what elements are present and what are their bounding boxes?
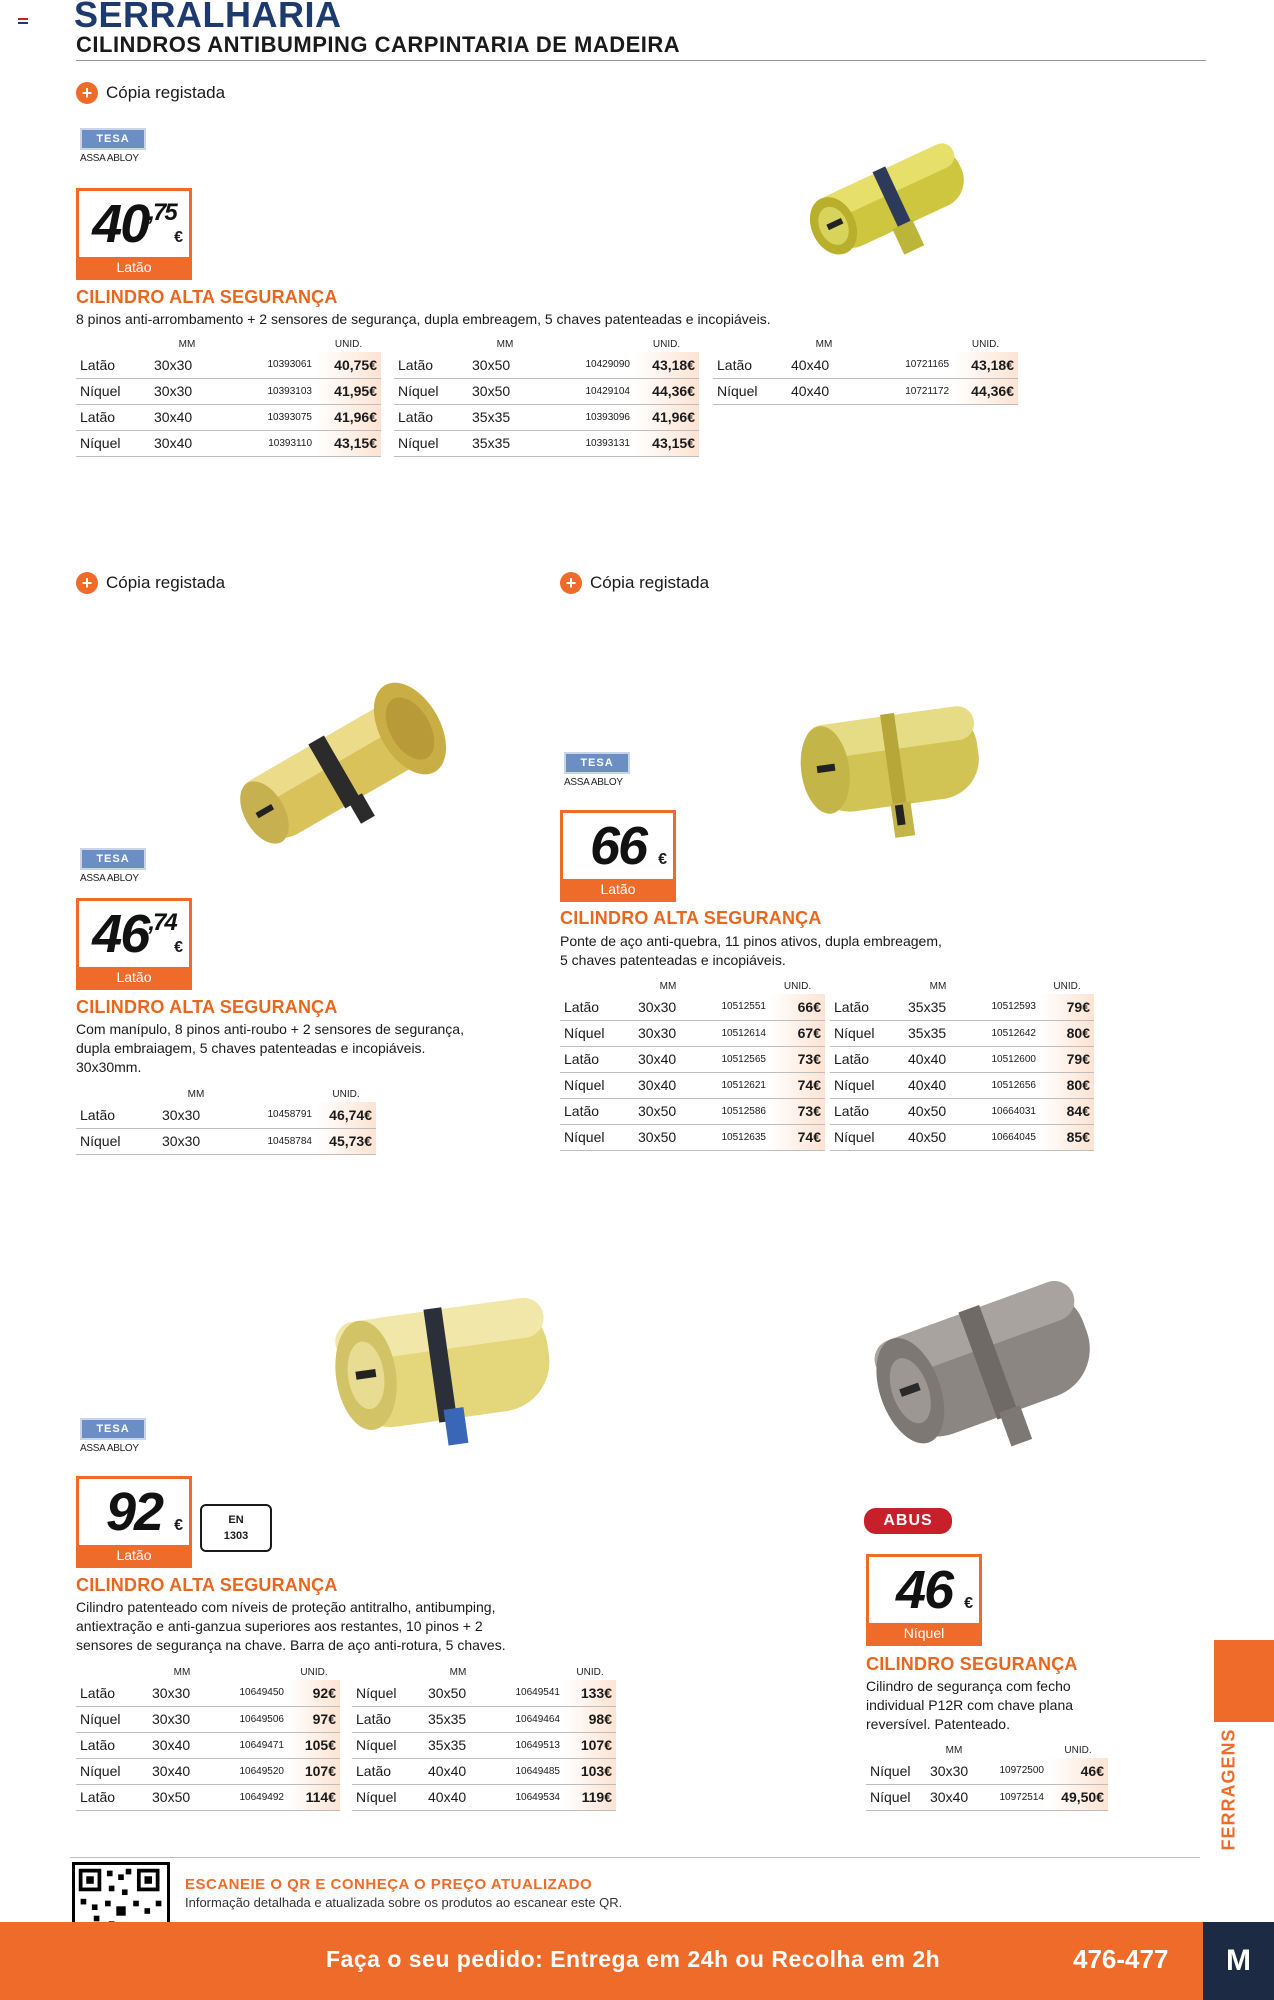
size-cell: 30x40 bbox=[148, 404, 226, 430]
material-cell: Latão bbox=[76, 1102, 156, 1128]
qr-subtitle: Informação detalhada e atualizada sobre os produtos ao escanear este QR. bbox=[185, 1895, 623, 1910]
code-cell: 10649450 bbox=[218, 1680, 288, 1706]
size-cell: 30x50 bbox=[632, 1124, 704, 1150]
table-row bbox=[76, 404, 381, 430]
col-header-unid: UNID. bbox=[300, 1666, 328, 1678]
price-material-label: Latão bbox=[563, 879, 673, 899]
size-cell: 35x35 bbox=[422, 1706, 494, 1732]
table-row bbox=[76, 1128, 376, 1154]
table-row bbox=[830, 1098, 1094, 1124]
price-cell: 92€ bbox=[288, 1680, 340, 1706]
price-cell: 98€ bbox=[564, 1706, 616, 1732]
table-row bbox=[866, 1758, 1108, 1784]
material-cell: Níquel bbox=[76, 378, 148, 404]
price-cell: 43,15€ bbox=[316, 430, 381, 456]
table-row bbox=[830, 1046, 1094, 1072]
table-row bbox=[394, 378, 699, 404]
material-cell: Latão bbox=[352, 1706, 422, 1732]
flag-icon bbox=[18, 18, 28, 25]
table-row bbox=[830, 994, 1094, 1020]
description-line: antiextração e anti-ganzua superiores aos restantes, 10 pinos + 2 bbox=[76, 1618, 483, 1634]
table-row bbox=[76, 1706, 340, 1732]
code-cell: 10721172 bbox=[863, 378, 953, 404]
table-row bbox=[713, 378, 1018, 404]
col-header-unid: UNID. bbox=[971, 338, 1000, 350]
en-badge-number: 1303 bbox=[223, 1530, 249, 1542]
code-cell: 10664031 bbox=[974, 1098, 1040, 1124]
section-tab bbox=[1214, 1640, 1274, 1722]
table-row bbox=[830, 1020, 1094, 1046]
assa-abloy-label: ASSA ABLOY bbox=[564, 777, 623, 788]
qr-divider bbox=[70, 1857, 1200, 1858]
material-cell: Latão bbox=[830, 1098, 902, 1124]
material-cell: Níquel bbox=[394, 378, 466, 404]
price-cell: 105€ bbox=[288, 1732, 340, 1758]
brand-logo-tesa bbox=[564, 752, 634, 788]
description-line: Ponte de aço anti-quebra, 11 pinos ativos, dupla embreagem, bbox=[560, 933, 942, 949]
price-cell: 79€ bbox=[1040, 994, 1094, 1020]
material-cell: Latão bbox=[394, 404, 466, 430]
material-cell: Níquel bbox=[560, 1124, 632, 1150]
size-cell: 30x40 bbox=[146, 1732, 218, 1758]
material-cell: Níquel bbox=[560, 1072, 632, 1098]
material-cell: Latão bbox=[560, 994, 632, 1020]
material-cell: Latão bbox=[76, 352, 148, 378]
table-row bbox=[830, 1072, 1094, 1098]
material-cell: Níquel bbox=[830, 1124, 902, 1150]
code-cell: 10393061 bbox=[226, 352, 316, 378]
abus-logo: ABUS bbox=[864, 1508, 952, 1534]
table-row bbox=[352, 1706, 616, 1732]
price-cell: 41,96€ bbox=[634, 404, 699, 430]
table-row bbox=[560, 1124, 825, 1150]
material-cell: Latão bbox=[76, 1784, 146, 1810]
brand-logo-tesa bbox=[80, 128, 150, 164]
price-cell: 43,18€ bbox=[634, 352, 699, 378]
code-cell: 10649520 bbox=[218, 1758, 288, 1784]
price-table bbox=[713, 336, 1018, 405]
table-row bbox=[394, 430, 699, 456]
copy-registered-label: Cópia registada bbox=[106, 573, 226, 592]
product-title: CILINDRO ALTA SEGURANÇA bbox=[76, 1575, 338, 1595]
price-cell: 44,36€ bbox=[953, 378, 1018, 404]
product-title: CILINDRO SEGURANÇA bbox=[866, 1654, 1078, 1674]
price-tag bbox=[560, 810, 676, 902]
size-cell: 30x30 bbox=[632, 994, 704, 1020]
description-line: dupla embraiagem, 5 chaves patenteadas e incopiáveis. bbox=[76, 1040, 426, 1056]
assa-abloy-label: ASSA ABLOY bbox=[80, 153, 139, 164]
price-cell: 107€ bbox=[288, 1758, 340, 1784]
size-cell: 40x40 bbox=[785, 378, 863, 404]
section-tab-text: FERRAGENS bbox=[1218, 1728, 1239, 1851]
size-cell: 30x30 bbox=[632, 1020, 704, 1046]
material-cell: Latão bbox=[560, 1046, 632, 1072]
brand-m-logo: M bbox=[1203, 1922, 1274, 2000]
size-cell: 40x40 bbox=[785, 352, 863, 378]
size-cell: 30x30 bbox=[924, 1758, 984, 1784]
price-cell: 85€ bbox=[1040, 1124, 1094, 1150]
price-cell: 114€ bbox=[288, 1784, 340, 1810]
description-line: Cilindro patenteado com níveis de proteção antitralho, antibumping, bbox=[76, 1599, 496, 1615]
price-integer: 66 bbox=[589, 816, 647, 876]
copy-registered-badge bbox=[76, 82, 225, 104]
price-material-label: Latão bbox=[79, 967, 189, 987]
code-cell: 10512614 bbox=[704, 1020, 770, 1046]
tesa-logo: TESA bbox=[80, 1418, 146, 1440]
price-cell: 49,50€ bbox=[1048, 1784, 1108, 1810]
col-header-mm: MM bbox=[496, 338, 514, 350]
size-cell: 30x50 bbox=[632, 1098, 704, 1124]
size-cell: 30x30 bbox=[146, 1680, 218, 1706]
table-row bbox=[560, 994, 825, 1020]
size-cell: 30x40 bbox=[632, 1072, 704, 1098]
size-cell: 35x35 bbox=[422, 1732, 494, 1758]
tesa-logo: TESA bbox=[80, 128, 146, 150]
price-cell: 133€ bbox=[564, 1680, 616, 1706]
price-cell: 79€ bbox=[1040, 1046, 1094, 1072]
size-cell: 40x40 bbox=[902, 1072, 974, 1098]
price-table bbox=[866, 1742, 1108, 1811]
material-cell: Níquel bbox=[866, 1758, 924, 1784]
table-row bbox=[76, 352, 381, 378]
table-row bbox=[394, 404, 699, 430]
code-cell: 10512621 bbox=[704, 1072, 770, 1098]
price-cell: 41,95€ bbox=[316, 378, 381, 404]
price-cell: 43,18€ bbox=[953, 352, 1018, 378]
col-header-unid: UNID. bbox=[1053, 980, 1081, 992]
price-material-label: Latão bbox=[79, 1545, 189, 1565]
price-cell: 45,73€ bbox=[316, 1128, 376, 1154]
table-row bbox=[76, 1784, 340, 1810]
price-table bbox=[394, 336, 699, 457]
material-cell: Níquel bbox=[76, 1706, 146, 1732]
price-cell: 74€ bbox=[770, 1072, 825, 1098]
code-cell: 10512600 bbox=[974, 1046, 1040, 1072]
price-cell: 74€ bbox=[770, 1124, 825, 1150]
tesa-logo: TESA bbox=[80, 848, 146, 870]
code-cell: 10512642 bbox=[974, 1020, 1040, 1046]
material-cell: Níquel bbox=[830, 1020, 902, 1046]
table-row bbox=[352, 1784, 616, 1810]
brand-logo-abus bbox=[864, 1508, 952, 1534]
plus-icon: + bbox=[76, 572, 98, 594]
section-tab-label bbox=[1214, 1728, 1244, 1851]
size-cell: 30x50 bbox=[466, 352, 544, 378]
product-description bbox=[76, 1598, 506, 1655]
price-cell: 46€ bbox=[1048, 1758, 1108, 1784]
price-cell: 84€ bbox=[1040, 1098, 1094, 1124]
code-cell: 10649492 bbox=[218, 1784, 288, 1810]
table-row bbox=[76, 1758, 340, 1784]
price-cell: 67€ bbox=[770, 1020, 825, 1046]
table-row bbox=[352, 1758, 616, 1784]
table-row bbox=[76, 430, 381, 456]
price-material-label: Níquel bbox=[869, 1623, 979, 1643]
header-divider bbox=[76, 60, 1206, 61]
price-cell: 66€ bbox=[770, 994, 825, 1020]
col-header-mm: MM bbox=[173, 1666, 191, 1678]
col-header-mm: MM bbox=[178, 338, 196, 350]
en-1303-certification-badge bbox=[200, 1504, 272, 1552]
size-cell: 30x40 bbox=[148, 430, 226, 456]
code-cell: 10512593 bbox=[974, 994, 1040, 1020]
material-cell: Latão bbox=[352, 1758, 422, 1784]
code-cell: 10972514 bbox=[984, 1784, 1048, 1810]
code-cell: 10429090 bbox=[544, 352, 634, 378]
description-line: 5 chaves patenteadas e incopiáveis. bbox=[560, 952, 786, 968]
copy-registered-label: Cópia registada bbox=[106, 83, 226, 102]
copy-registered-badge bbox=[560, 572, 709, 594]
material-cell: Níquel bbox=[830, 1072, 902, 1098]
size-cell: 40x50 bbox=[902, 1098, 974, 1124]
size-cell: 35x35 bbox=[902, 994, 974, 1020]
size-cell: 30x30 bbox=[148, 378, 226, 404]
product-image-cylinder-knob bbox=[220, 636, 470, 896]
col-header-mm: MM bbox=[929, 980, 947, 992]
qr-title: ESCANEIE O QR E CONHEÇA O PREÇO ATUALIZADO bbox=[185, 1876, 593, 1893]
tesa-logo: TESA bbox=[564, 752, 630, 774]
material-cell: Níquel bbox=[76, 430, 148, 456]
table-row bbox=[76, 1732, 340, 1758]
price-integer: 40 bbox=[92, 194, 149, 254]
code-cell: 10512656 bbox=[974, 1072, 1040, 1098]
brand-logo-tesa bbox=[80, 848, 150, 884]
table-row bbox=[352, 1680, 616, 1706]
col-header-unid: UNID. bbox=[576, 1666, 604, 1678]
price-cell: 119€ bbox=[564, 1784, 616, 1810]
plus-icon: + bbox=[76, 82, 98, 104]
code-cell: 10458791 bbox=[236, 1102, 316, 1128]
en-badge-standard: EN bbox=[228, 1514, 244, 1526]
size-cell: 30x40 bbox=[924, 1784, 984, 1810]
material-cell: Latão bbox=[394, 352, 466, 378]
code-cell: 10512551 bbox=[704, 994, 770, 1020]
price-material-label: Latão bbox=[79, 257, 189, 277]
size-cell: 30x50 bbox=[146, 1784, 218, 1810]
code-cell: 10649471 bbox=[218, 1732, 288, 1758]
material-cell: Níquel bbox=[866, 1784, 924, 1810]
copy-registered-badge bbox=[76, 572, 225, 594]
price-tag bbox=[76, 898, 192, 990]
product-image-cylinder bbox=[790, 686, 990, 856]
size-cell: 40x40 bbox=[422, 1784, 494, 1810]
product-description bbox=[866, 1677, 1073, 1734]
description-line: individual P12R com chave plana bbox=[866, 1697, 1074, 1713]
price-cell: 103€ bbox=[564, 1758, 616, 1784]
material-cell: Níquel bbox=[713, 378, 785, 404]
table-row bbox=[76, 378, 381, 404]
size-cell: 40x40 bbox=[422, 1758, 494, 1784]
size-cell: 35x35 bbox=[466, 430, 544, 456]
product-title: CILINDRO ALTA SEGURANÇA bbox=[560, 908, 822, 928]
material-cell: Níquel bbox=[352, 1732, 422, 1758]
price-integer: 92 bbox=[105, 1482, 163, 1542]
currency-symbol: € bbox=[174, 229, 183, 246]
material-cell: Latão bbox=[76, 1680, 146, 1706]
price-tag bbox=[866, 1554, 982, 1646]
material-cell: Níquel bbox=[560, 1020, 632, 1046]
price-cell: 41,96€ bbox=[316, 404, 381, 430]
size-cell: 30x50 bbox=[422, 1680, 494, 1706]
table-row bbox=[713, 352, 1018, 378]
price-decimal: ,75 bbox=[148, 199, 176, 226]
price-cell: 73€ bbox=[770, 1098, 825, 1124]
material-cell: Latão bbox=[76, 1732, 146, 1758]
code-cell: 10649534 bbox=[494, 1784, 564, 1810]
code-cell: 10721165 bbox=[863, 352, 953, 378]
size-cell: 40x50 bbox=[902, 1124, 974, 1150]
table-row bbox=[76, 1680, 340, 1706]
code-cell: 10649485 bbox=[494, 1758, 564, 1784]
price-table bbox=[830, 978, 1094, 1151]
price-decimal: ,74 bbox=[148, 909, 176, 936]
code-cell: 10649513 bbox=[494, 1732, 564, 1758]
code-cell: 10393110 bbox=[226, 430, 316, 456]
code-cell: 10458784 bbox=[236, 1128, 316, 1154]
price-cell: 97€ bbox=[288, 1706, 340, 1732]
currency-symbol: € bbox=[174, 1517, 183, 1534]
size-cell: 30x30 bbox=[156, 1102, 236, 1128]
price-table bbox=[76, 336, 381, 457]
assa-abloy-label: ASSA ABLOY bbox=[80, 873, 139, 884]
material-cell: Níquel bbox=[394, 430, 466, 456]
price-cell: 73€ bbox=[770, 1046, 825, 1072]
description-line: Com manípulo, 8 pinos anti-roubo + 2 sensores de segurança, bbox=[76, 1021, 464, 1037]
price-cell: 43,15€ bbox=[634, 430, 699, 456]
price-cell: 46,74€ bbox=[316, 1102, 376, 1128]
page-title: SERRALHARIA bbox=[74, 0, 342, 35]
size-cell: 30x30 bbox=[156, 1128, 236, 1154]
page-numbers: 476-477 bbox=[1073, 1944, 1169, 1974]
table-row bbox=[560, 1072, 825, 1098]
price-cell: 44,36€ bbox=[634, 378, 699, 404]
code-cell: 10393075 bbox=[226, 404, 316, 430]
code-cell: 10649464 bbox=[494, 1706, 564, 1732]
product-title: CILINDRO ALTA SEGURANÇA bbox=[76, 287, 338, 307]
price-table bbox=[560, 978, 825, 1151]
size-cell: 30x40 bbox=[146, 1758, 218, 1784]
price-integer: 46 bbox=[895, 1560, 953, 1620]
size-cell: 30x50 bbox=[466, 378, 544, 404]
col-header-unid: UNID. bbox=[652, 338, 681, 350]
code-cell: 10972500 bbox=[984, 1758, 1048, 1784]
code-cell: 10393103 bbox=[226, 378, 316, 404]
material-cell: Latão bbox=[830, 1046, 902, 1072]
material-cell: Níquel bbox=[352, 1784, 422, 1810]
price-cell: 80€ bbox=[1040, 1020, 1094, 1046]
product-image-cylinder bbox=[320, 1270, 560, 1470]
material-cell: Latão bbox=[830, 994, 902, 1020]
table-row bbox=[560, 1020, 825, 1046]
description-line: Cilindro de segurança com fecho bbox=[866, 1678, 1071, 1694]
table-row bbox=[560, 1098, 825, 1124]
code-cell: 10429104 bbox=[544, 378, 634, 404]
price-table bbox=[76, 1664, 340, 1811]
size-cell: 40x40 bbox=[902, 1046, 974, 1072]
table-row bbox=[394, 352, 699, 378]
product-description: 8 pinos anti-arrombamento + 2 sensores de segurança, dupla embreagem, 5 chaves patenteadas e incopiáveis. bbox=[76, 311, 771, 327]
col-header-mm: MM bbox=[187, 1088, 205, 1100]
size-cell: 35x35 bbox=[466, 404, 544, 430]
code-cell: 10393096 bbox=[544, 404, 634, 430]
price-integer: 46 bbox=[92, 904, 149, 964]
material-cell: Níquel bbox=[76, 1128, 156, 1154]
material-cell: Latão bbox=[713, 352, 785, 378]
size-cell: 30x40 bbox=[632, 1046, 704, 1072]
page-subtitle: CILINDROS ANTIBUMPING CARPINTARIA DE MADEIRA bbox=[76, 32, 681, 57]
price-tag bbox=[76, 1476, 192, 1568]
table-row bbox=[76, 1102, 376, 1128]
col-header-unid: UNID. bbox=[783, 980, 812, 992]
col-header-unid: UNID. bbox=[332, 1088, 360, 1100]
col-header-mm: MM bbox=[815, 338, 833, 350]
product-image-cylinder bbox=[800, 110, 980, 300]
table-row bbox=[830, 1124, 1094, 1150]
description-line: 30x30mm. bbox=[76, 1059, 142, 1075]
size-cell: 30x30 bbox=[146, 1706, 218, 1732]
product-image-cylinder-nickel bbox=[860, 1240, 1100, 1480]
product-description bbox=[560, 932, 942, 970]
code-cell: 10664045 bbox=[974, 1124, 1040, 1150]
price-tag bbox=[76, 188, 192, 280]
material-cell: Níquel bbox=[76, 1758, 146, 1784]
material-cell: Latão bbox=[76, 404, 148, 430]
code-cell: 10393131 bbox=[544, 430, 634, 456]
currency-symbol: € bbox=[964, 1595, 973, 1612]
description-line: reversível. Patenteado. bbox=[866, 1716, 1010, 1732]
price-table bbox=[76, 1086, 376, 1155]
table-row bbox=[560, 1046, 825, 1072]
copy-registered-label: Cópia registada bbox=[590, 573, 710, 592]
assa-abloy-label: ASSA ABLOY bbox=[80, 1443, 139, 1454]
product-description bbox=[76, 1020, 464, 1077]
col-header-unid: UNID. bbox=[334, 338, 363, 350]
footer-slogan: Faça o seu pedido: Entrega em 24h ou Recolha em 2h bbox=[326, 1946, 941, 1972]
plus-icon: + bbox=[560, 572, 582, 594]
price-cell: 80€ bbox=[1040, 1072, 1094, 1098]
price-cell: 40,75€ bbox=[316, 352, 381, 378]
brand-logo-tesa bbox=[80, 1418, 150, 1454]
size-cell: 30x30 bbox=[148, 352, 226, 378]
code-cell: 10512565 bbox=[704, 1046, 770, 1072]
material-cell: Latão bbox=[560, 1098, 632, 1124]
table-row bbox=[866, 1784, 1108, 1810]
code-cell: 10649506 bbox=[218, 1706, 288, 1732]
code-cell: 10512635 bbox=[704, 1124, 770, 1150]
col-header-mm: MM bbox=[659, 980, 677, 992]
code-cell: 10649541 bbox=[494, 1680, 564, 1706]
col-header-mm: MM bbox=[449, 1666, 467, 1678]
description-line: sensores de segurança na chave. Barra de aço anti-rotura, 5 chaves. bbox=[76, 1637, 506, 1653]
table-row bbox=[352, 1732, 616, 1758]
price-cell: 107€ bbox=[564, 1732, 616, 1758]
material-cell: Níquel bbox=[352, 1680, 422, 1706]
size-cell: 35x35 bbox=[902, 1020, 974, 1046]
col-header-unid: UNID. bbox=[1064, 1744, 1092, 1756]
product-title: CILINDRO ALTA SEGURANÇA bbox=[76, 997, 338, 1017]
currency-symbol: € bbox=[658, 851, 667, 868]
col-header-mm: MM bbox=[945, 1744, 963, 1756]
currency-symbol: € bbox=[174, 939, 183, 956]
code-cell: 10512586 bbox=[704, 1098, 770, 1124]
price-table bbox=[352, 1664, 616, 1811]
